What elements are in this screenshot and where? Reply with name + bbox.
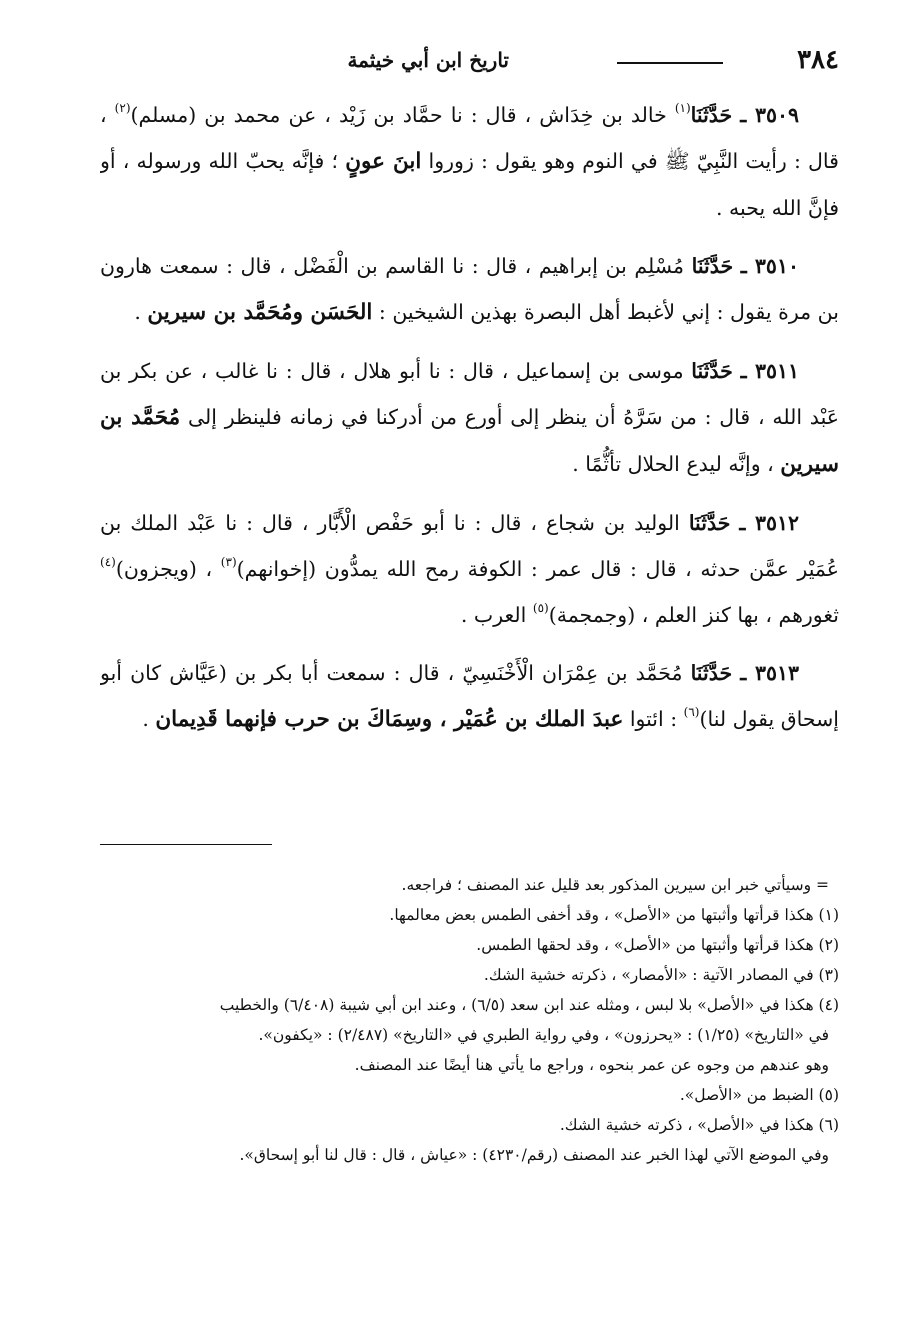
hadith-text: خالد بن خِدَاش ، قال : نا حمَّاد بن زَيْد ، عن محمد بن (مسلم) xyxy=(130,103,675,127)
emphasized-name: ابنَ عونٍ xyxy=(345,149,422,174)
hadith-text: ، (ويجزون) xyxy=(115,557,221,581)
haddathana-word: حَدَّثَنَا xyxy=(690,103,733,127)
footnote-4-line-2: في «التاريخ» (١/٢٥) : «يحرزون» ، وفي رواية الطبري في «التاريخ» (٢/٤٨٧) : «يكفون». xyxy=(258,1026,829,1044)
hadith-text: مُسْلِم بن إبراهيم ، قال : نا القاسم بن الْفَضْل ، قال : سمعت هارون بن مرة يقول : إني لأغبط أهل البصرة بهذين الشيخين : xyxy=(100,254,839,324)
emphasized-name: عبدَ الملك بن عُمَيْر ، وسِمَاكَ بن حرب فإنهما قَدِيمان xyxy=(155,707,624,732)
emphasized-name: مُحَمَّد بن سيرين xyxy=(100,405,839,477)
running-header xyxy=(100,40,839,80)
footnote-5: (٥) الضبط من «الأصل». xyxy=(679,1086,839,1104)
hadith-text: مُحَمَّد بن عِمْرَان الْأَخْنَسِيّ ، قال : سمعت أبا بكر بن (عَيَّاش كان أبو إسحاق يقول لنا) xyxy=(100,661,839,731)
hadith-text: ، وإنَّه ليدع الحلال تأثُّمًا . xyxy=(572,452,781,476)
haddathana-word: حَدَّثَنَا xyxy=(688,511,731,535)
hadith-text: ثغورهم ، بها كنز العلم ، (وجمجمة) xyxy=(548,603,839,627)
page-number: ٣٨٤ xyxy=(797,45,839,75)
hadith-text: : ائتوا xyxy=(623,707,684,731)
haddathana-word: حَدَّثَنَا xyxy=(691,254,734,278)
footnote-4: (٤) هكذا في «الأصل» بلا لبس ، ومثله عند ابن سعد (٦/٥) ، وعند ابن أبي شيبة (٦/٤٠٨) والخطيب xyxy=(219,996,839,1014)
hadith-number: ٣٥٠٩ ـ xyxy=(740,103,799,127)
hadith-number: ٣٥١٢ ـ xyxy=(739,511,799,535)
hadith-number: ٣٥١٣ ـ xyxy=(740,661,799,685)
hadith-number: ٣٥١١ ـ xyxy=(740,359,799,383)
footnote-4-line-3: وهو عندهم من وجوه عن عمر بنحوه ، وراجع ما يأتي هنا أيضًا عند المصنف. xyxy=(354,1056,829,1074)
footnote-6: (٦) هكذا في «الأصل» ، ذكرته خشية الشك. xyxy=(559,1116,839,1134)
footnote-ref: (٢) xyxy=(114,101,131,115)
hadith-text: . xyxy=(134,300,148,324)
footnote-ref: (٥) xyxy=(532,601,549,615)
hadith-text: العرب . xyxy=(460,603,533,627)
hadith-3511 xyxy=(100,348,839,488)
footnote-ref: (٦) xyxy=(683,705,700,719)
footnote-separator xyxy=(100,844,272,845)
footnote-ref: (٣) xyxy=(220,555,237,569)
hadith-3509 xyxy=(100,92,839,231)
hadith-number: ٣٥١٠ ـ xyxy=(740,254,799,278)
hadith-text: ؛ فإنَّه يحبّ الله ورسوله ، أو فإنَّ الله يحبه . xyxy=(100,149,839,220)
hadith-text: . xyxy=(142,707,156,731)
haddathana-word: حَدَّثَنَا xyxy=(691,359,733,383)
footnote-continuation: = وسيأتي خبر ابن سيرين المذكور بعد قليل عند المصنف ؛ فراجعه. xyxy=(401,876,829,894)
book-title: تاريخ ابن أبي خيثمة xyxy=(347,48,509,72)
main-text xyxy=(100,92,839,832)
footnote-ref: (١) xyxy=(674,101,691,115)
footnotes xyxy=(100,870,839,1310)
hadith-3510 xyxy=(100,243,839,336)
hadith-3512 xyxy=(100,500,839,638)
header-rule xyxy=(617,62,723,64)
footnote-6-line-2: وفي الموضع الآتي لهذا الخبر عند المصنف (رقم/٤٢٣٠) : «عياش ، قال : قال لنا أبو إسحاق». xyxy=(239,1146,829,1164)
footnote-1: (١) هكذا قرأتها وأثبتها من «الأصل» ، وقد أخفى الطمس بعض معالمها. xyxy=(389,906,839,924)
haddathana-word: حَدَّثَنَا xyxy=(690,661,733,685)
hadith-text: موسى بن إسماعيل ، قال : نا أبو هلال ، قال : نا غالب ، عن بكر بن عَبْد الله ، قال : من سَرَّهُ أن ينظر إلى أورع من أدركنا في زمانه فلينظر إلى xyxy=(100,359,839,429)
footnote-3: (٣) في المصادر الآتية : «الأمصار» ، ذكرته خشية الشك. xyxy=(483,966,839,984)
footnote-ref: (٤) xyxy=(100,555,116,569)
hadith-text: ، قال : رأيت النَّبِيّ ﷺ في النوم وهو يقول : زوروا xyxy=(100,103,839,173)
hadith-text: الوليد بن شجاع ، قال : نا أبو حَفْص الْأَبَّار ، قال : نا عَبْد الملك بن عُمَيْر عمَّن حدثه ، قال : قال عمر : الكوفة رمح الله يمدُّون (إخوانهم) xyxy=(100,511,839,581)
footnote-2: (٢) هكذا قرأتها وأثبتها من «الأصل» ، وقد لحقها الطمس. xyxy=(476,936,839,954)
hadith-3513 xyxy=(100,650,839,743)
emphasized-name: الحَسَن ومُحَمَّد بن سيرين xyxy=(147,300,373,325)
